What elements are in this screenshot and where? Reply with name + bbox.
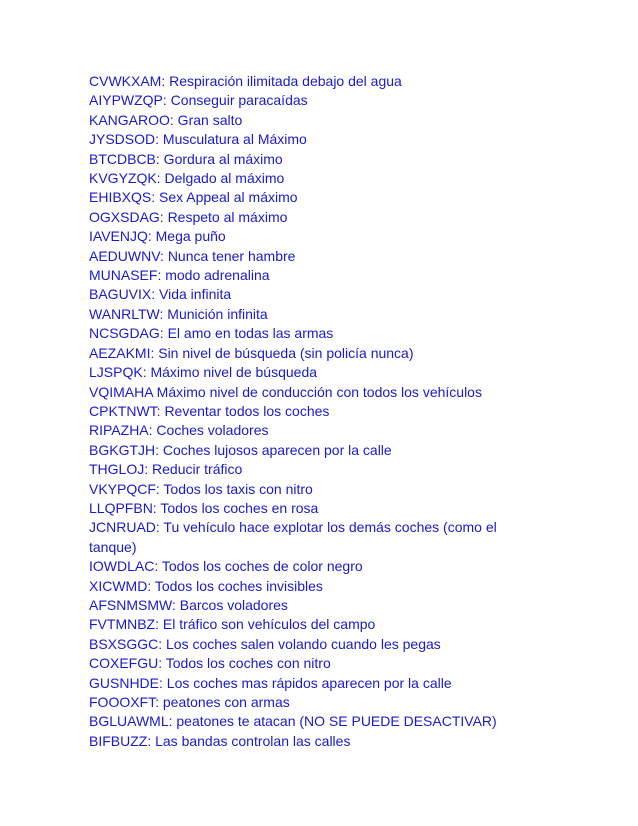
text-line: AIYPWZQP: Conseguir paracaídas (89, 92, 308, 109)
text-line: CPKTNWT: Reventar todos los coches (89, 402, 330, 419)
text-line: EHIBXQS: Sex Appeal al máximo (89, 189, 298, 206)
text-line: BAGUVIX: Vida infinita (89, 286, 232, 303)
text-line: IOWDLAC: Todos los coches de color negro (89, 558, 363, 575)
text-line: BGLUAWML: peatones te atacan (NO SE PUEDE DESACTIVAR) (89, 713, 497, 730)
text-line: KANGAROO: Gran salto (89, 111, 243, 128)
text-line: tanque) (89, 538, 137, 555)
text-line: MUNASEF: modo adrenalina (89, 267, 270, 284)
text-line: AFSNMSMW: Barcos voladores (89, 596, 288, 613)
text-line: JYSDSOD: Musculatura al Máximo (89, 131, 307, 148)
text-line: LLQPFBN: Todos los coches en rosa (89, 499, 319, 516)
text-line: BTCDBCB: Gordura al máximo (89, 150, 283, 167)
text-line: LJSPQK: Máximo nivel de búsqueda (89, 364, 318, 381)
text-line: OGXSDAG: Respeto al máximo (89, 208, 288, 225)
text-line: AEDUWNV: Nunca tener hambre (89, 247, 296, 264)
text-line: VKYPQCF: Todos los taxis con nitro (89, 480, 313, 497)
text-line: FVTMNBZ: El tráfico son vehículos del campo (89, 616, 376, 633)
text-line: RIPAZHA: Coches voladores (89, 422, 269, 439)
text-line: WANRLTW: Munición infinita (89, 305, 268, 322)
text-line: GUSNHDE: Los coches mas rápidos aparecen por la calle (89, 674, 452, 691)
text-line: CVWKXAM: Respiración ilimitada debajo del agua (89, 73, 402, 89)
document-page (89, 72, 529, 751)
text-line: VQIMAHA Máximo nivel de conducción con todos los vehículos (89, 383, 482, 400)
text-line: BSXSGGC: Los coches salen volando cuando les pegas (89, 635, 441, 652)
text-line: KVGYZQK: Delgado al máximo (89, 170, 285, 187)
text-line: AEZAKMI: Sin nivel de búsqueda (sin policía nunca) (89, 344, 414, 361)
text-line: BIFBUZZ: Las bandas controlan las calles (89, 732, 351, 749)
text-line: BGKGTJH: Coches lujosos aparecen por la calle (89, 441, 392, 458)
text-line: COXEFGU: Todos los coches con nitro (89, 655, 331, 672)
text-line: NCSGDAG: El amo en todas las armas (89, 325, 334, 342)
text-line: XICWMD: Todos los coches invisibles (89, 577, 323, 594)
text-line: IAVENJQ: Mega puño (89, 228, 226, 245)
text-line: THGLOJ: Reducir tráfico (89, 461, 243, 478)
text-line: JCNRUAD: Tu vehículo hace explotar los demás coches (como el (89, 519, 497, 536)
text-line: FOOOXFT: peatones con armas (89, 694, 290, 710)
